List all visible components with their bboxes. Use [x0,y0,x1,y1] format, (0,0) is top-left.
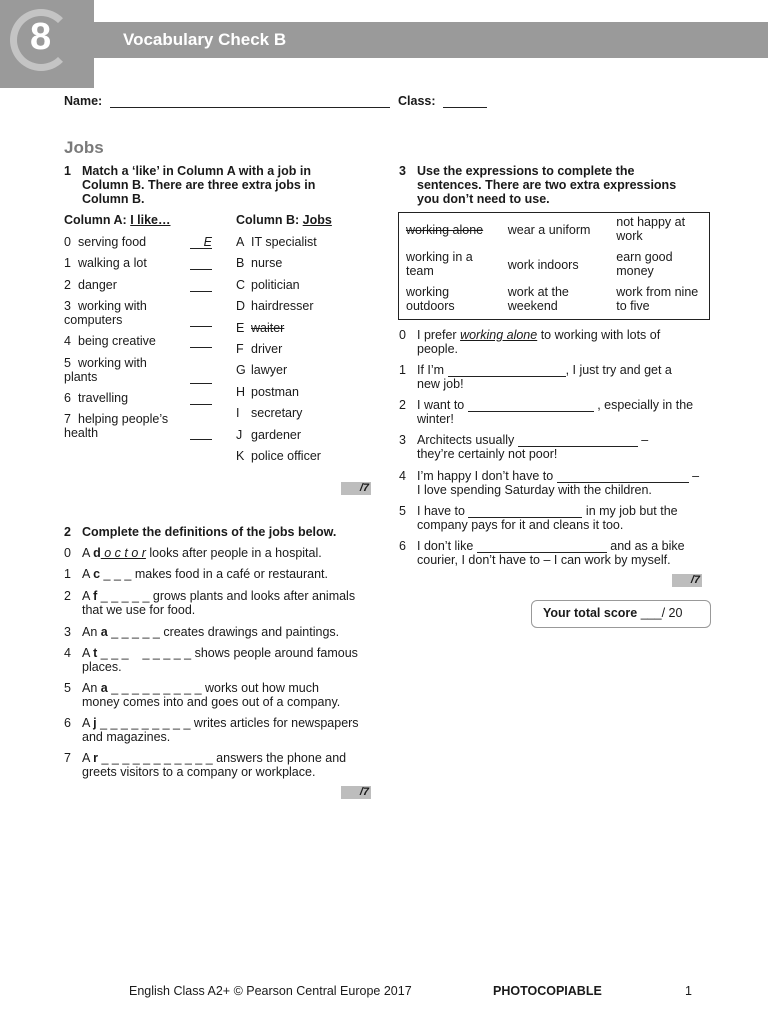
item-number: 0 [399,328,406,342]
item-job: driver [251,342,283,356]
item-job: waiter [251,320,285,335]
item-job: hairdresser [251,299,314,314]
item-number: 3 [64,625,71,639]
sentence-item: 0 I prefer working alone to working with lots of people. [399,328,661,356]
footer-copyright: English Class A2+ © Pearson Central Europe 2017 [129,984,412,998]
answer-blank[interactable]: E [190,235,212,249]
column-a-item [64,278,214,292]
item-letter: K [236,449,245,463]
answer-blank[interactable] [190,313,212,327]
answer-blank[interactable]: o c t o r [100,546,146,560]
item-number: 2 [64,278,71,292]
answer-blank[interactable] [190,426,212,440]
ex2-instruction: Complete the definitions of the jobs below. [82,525,337,539]
total-score [543,606,682,620]
ex1-instruction: Match a ‘like’ in Column A with a job in Column B. There are three extra jobs in Column B. [82,164,316,206]
item-number: 7 [64,412,71,426]
answer-blank[interactable]: _ _ _ _ _ _ _ _ _ _ _ [98,751,213,765]
answer-blank[interactable] [448,364,566,377]
expressions-box [398,212,710,320]
sentence-item: 4 I’m happy I don’t have to – I love spending Saturday with the children. [399,469,700,497]
ex3-score: /7 [672,574,702,587]
item-letter: H [236,384,246,399]
answer-blank[interactable] [190,334,212,348]
total-score-label: Your total score [543,606,638,620]
answer-blank[interactable]: _ _ _ _ _ _ _ _ _ [107,681,202,695]
column-b-item [236,278,300,292]
column-a-item [64,256,214,270]
sentence-item: 6 I don’t like and as a bike courier, I don’t have to – I can work by myself. [399,539,685,567]
name-field[interactable] [110,94,390,108]
column-a-item [64,334,214,348]
item-letter: G [236,363,246,378]
expression-cell: working alone [406,223,484,237]
item-number: 4 [399,469,406,483]
answer-blank[interactable]: working alone [460,328,538,342]
total-score-value[interactable]: ___/ 20 [640,606,683,620]
item-number: 1 [64,256,71,270]
answer-blank[interactable]: _ _ _ _ _ _ _ _ _ [96,716,191,730]
class-label: Class: [398,94,436,108]
answer-blank[interactable]: _ _ _ _ _ [97,589,150,603]
class-field[interactable] [443,94,487,108]
sentence-item: 5 I have to in my job but the company pays for it and cleans it too. [399,504,678,532]
item-number: 2 [64,589,71,603]
item-letter: E [236,320,245,335]
answer-blank[interactable] [190,256,212,270]
answer-blank[interactable] [477,540,607,553]
answer-blank[interactable] [557,470,689,483]
footer-page-number: 1 [685,984,692,998]
footer-photocopiable: PHOTOCOPIABLE [493,984,602,998]
item-job: police officer [251,449,321,463]
column-b-item [236,385,299,399]
ex2-score: /7 [341,786,371,799]
item-job: lawyer [251,363,288,378]
item-number: 2 [399,398,406,412]
name-label: Name: [64,94,103,108]
column-a-item [64,299,214,327]
column-b-item [236,428,301,442]
definition-item: 2 A f _ _ _ _ _ grows plants and looks after animals that we use for food. [64,589,356,617]
item-letter: A [236,235,245,249]
item-job: gardener [251,427,302,442]
definition-item: 4 A t _ _ _ _ _ _ _ _ shows people around famous places. [64,646,358,674]
item-text: walking a lot [78,256,147,270]
definition-item: 5 An a _ _ _ _ _ _ _ _ _ works out how much money comes into and goes out of a company. [64,681,341,709]
item-letter: F [236,342,244,356]
item-number: 3 [64,299,71,313]
answer-blank[interactable] [190,278,212,292]
item-number: 5 [399,504,406,518]
unit-number: 8 [30,16,52,58]
item-letter: C [236,277,246,292]
column-b-item [236,342,282,356]
item-number: 1 [399,363,406,377]
expression-cell: working in a team [406,250,473,278]
sentence-item: 3 Architects usually – they’re certainly not poor! [399,433,649,461]
item-number: 1 [64,567,71,581]
item-job: politician [251,277,300,292]
answer-blank[interactable] [190,370,212,384]
answer-blank[interactable]: _ _ _ _ _ _ _ _ [97,646,192,660]
expressions-table [399,215,709,320]
column-a-header: Column A: I like… [64,213,171,227]
item-number: 5 [64,356,71,370]
answer-blank[interactable]: _ _ _ [100,567,132,581]
item-text: travelling [78,391,129,405]
item-number: 4 [64,646,71,660]
item-text: helping people’s health [64,412,169,440]
item-job: nurse [251,256,283,271]
ex3-number: 3 [399,164,406,178]
answer-blank[interactable] [518,434,638,447]
column-b-item [236,363,287,377]
item-text: working with computers [64,299,147,327]
item-text: danger [78,278,117,292]
sentence-item: 1 If I’m , I just try and get a new job! [399,363,672,391]
expression-cell: work at the weekend [507,285,569,313]
section-heading: Jobs [64,138,104,157]
answer-blank[interactable]: _ _ _ _ _ [107,625,160,639]
column-b-item [236,299,314,313]
ex1-number: 1 [64,164,71,178]
item-text: serving food [78,235,147,249]
definition-item: 0 A d o c t o r looks after people in a hospital. [64,546,322,560]
expression-cell: wear a uniform [507,223,591,237]
answer-blank[interactable] [468,399,594,412]
item-number: 4 [64,334,71,348]
item-number: 6 [399,539,406,553]
item-job: postman [251,384,299,399]
item-number: 7 [64,751,71,765]
ex1-score: /7 [341,482,371,495]
expression-cell: earn good money [616,250,673,278]
column-a-item [64,235,214,249]
item-number: 6 [64,716,71,730]
column-b-item [236,235,317,249]
column-b-item [236,321,284,335]
item-number: 0 [64,546,71,560]
definition-item: 6 A j _ _ _ _ _ _ _ _ _ writes articles for newspapers and magazines. [64,716,359,744]
column-b-item [236,449,321,463]
item-number: 3 [399,433,406,447]
expression-cell: work indoors [507,258,579,272]
expression-cell: work from nine to five [616,285,699,313]
item-number: 6 [64,391,71,405]
item-job: IT specialist [251,235,317,249]
definition-item: 7 A r _ _ _ _ _ _ _ _ _ _ _ answers the phone and greets visitors to a company or workplace. [64,751,347,779]
page-title: Vocabulary Check B [123,30,287,49]
definition-item: 1 A c _ _ _ makes food in a café or restaurant. [64,567,328,581]
column-b-item [236,256,282,270]
column-a-item [64,412,214,440]
expression-cell: not happy at work [616,215,686,243]
answer-blank[interactable] [190,391,212,405]
item-text: working with plants [64,356,147,384]
item-letter: J [236,427,243,442]
item-number: 0 [64,235,71,249]
definition-item: 3 An a _ _ _ _ _ creates drawings and paintings. [64,625,340,639]
item-job: secretary [251,406,303,421]
item-letter: I [236,406,240,421]
column-b-item [236,406,302,420]
item-letter: B [236,256,245,271]
item-number: 5 [64,681,71,695]
column-a-item [64,356,214,384]
expression-cell: working outdoors [406,285,455,313]
sentence-item: 2 I want to , especially in the winter! [399,398,694,426]
item-letter: D [236,299,246,314]
ex2-number: 2 [64,525,71,539]
ex3-instruction: Use the expressions to complete the sentences. There are two extra expressions you don’t need to use. [417,164,677,206]
answer-blank[interactable] [468,505,582,518]
column-b-header: Column B: Jobs [236,213,332,227]
column-a-item [64,391,214,405]
item-text: being creative [78,334,156,348]
